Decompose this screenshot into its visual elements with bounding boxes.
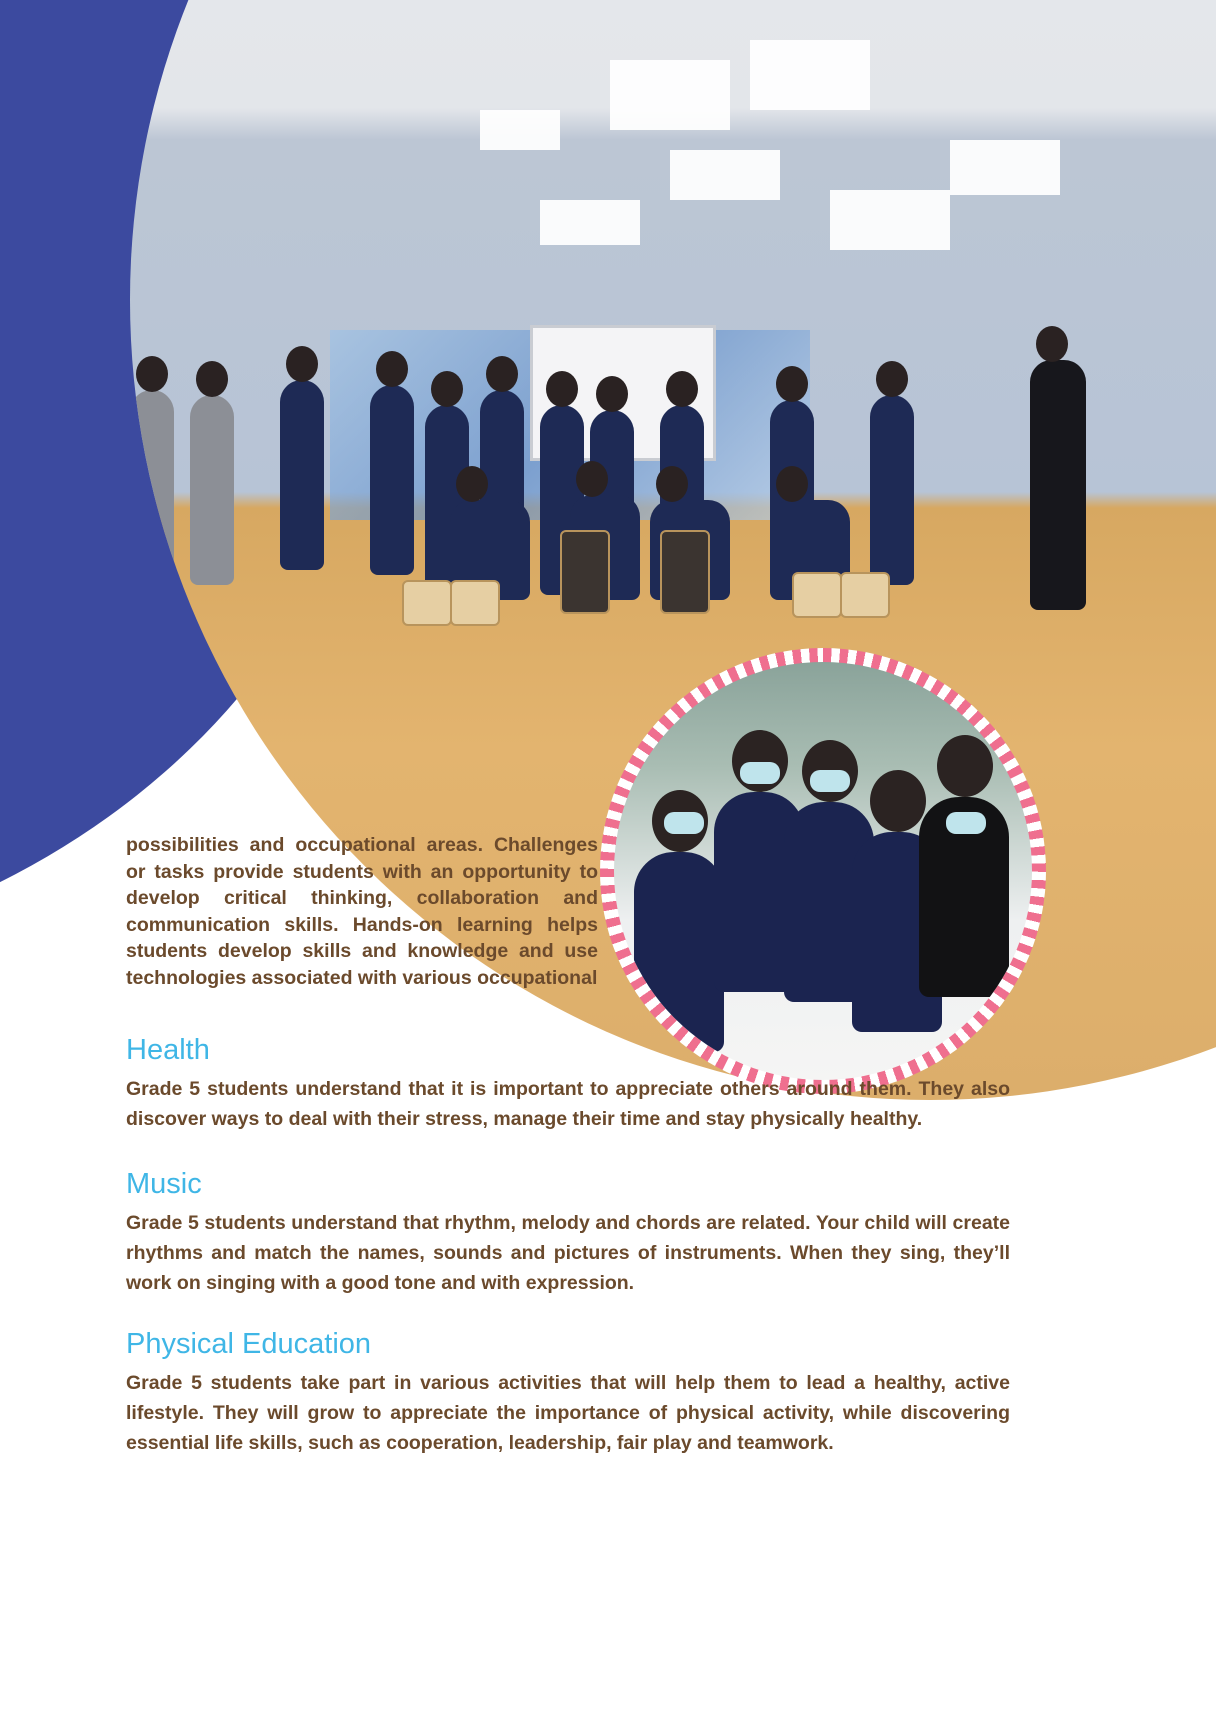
robotics-class-photo <box>614 662 1032 1080</box>
music-paragraph: Grade 5 students understand that rhythm, melody and chords are related. Your child will create rhythms and match the names, sounds and pictures of instruments. When they sing, they’ll work on singing with a good tone and with expression. <box>126 1212 1010 1294</box>
health-paragraph: Grade 5 students understand that it is important to appreciate others around them. They also discover ways to deal with their stress, manage their time and stay physically healthy. <box>126 1078 1010 1130</box>
physical-education-paragraph: Grade 5 students take part in various activities that will help them to lead a healthy, active lifestyle. They will grow to appreciate the importance of physical activity, while discovering essential life skills, such as cooperation, leadership, fair play and teamwork. <box>126 1372 1010 1454</box>
music-heading: Music <box>126 1168 202 1200</box>
intro-paragraph: possibilities and occupational areas. Challenges or tasks provide students with an opportunity to develop critical thinking, collaboration and communication skills. Hands-on learning helps students develop skills and knowledge and use technologies associated with various occupational <box>126 834 598 989</box>
physical-education-heading: Physical Education <box>126 1328 372 1360</box>
health-heading: Health <box>126 1034 210 1066</box>
